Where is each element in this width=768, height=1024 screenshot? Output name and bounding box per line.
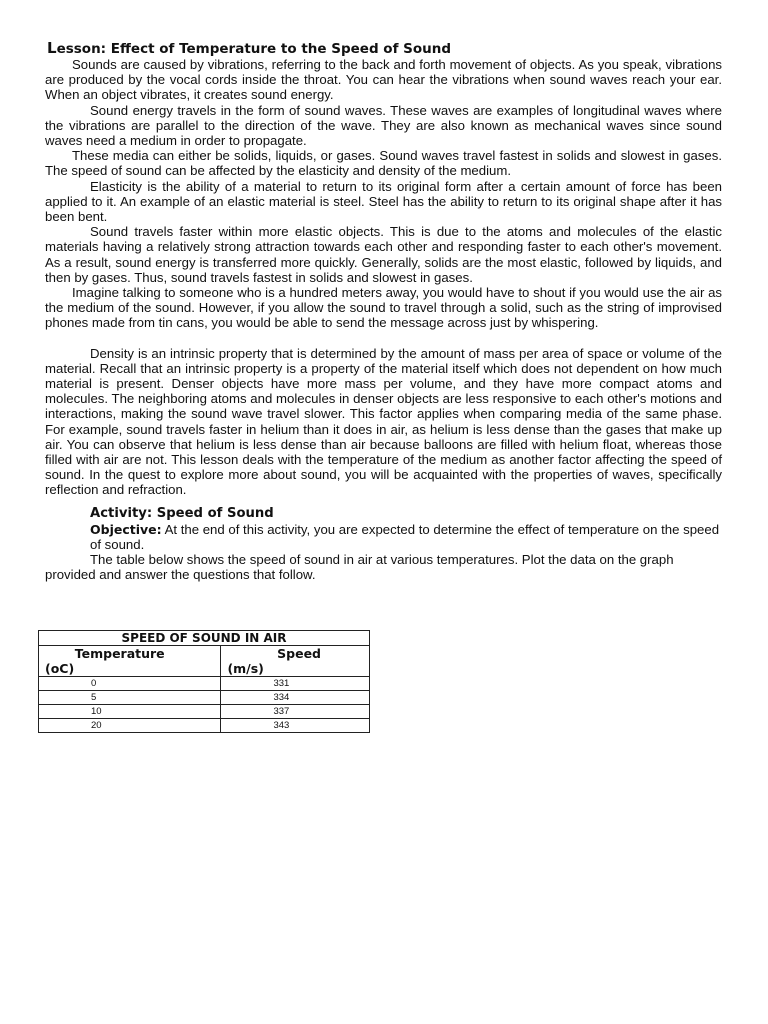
temperature-cell: 20 [39,719,221,733]
temperature-cell: 0 [39,677,221,691]
speed-unit: (m/s) [227,661,264,676]
lesson-title-rest: esson: Effect of Temperature to the Speed of Sound [56,41,452,57]
paragraph-elasticity: Elasticity is the ability of a material to return to its original form after a certain amount of force has been applied to it. An example of an elastic material is steel. Steel has the ability to return to its original shape after it has been bent. [45,178,722,225]
speed-of-sound-table [38,630,370,733]
table-row [39,677,370,691]
table-title: SPEED OF SOUND IN AIR [39,631,370,646]
table-header-row [39,646,370,677]
paragraph-elastic-objects: Sound travels faster within more elastic objects. This is due to the atoms and molecules of the elastic materials having a relatively strong attraction towards each other and responding faster to each other's movement. As a result, sound energy is transferred more quickly. Generally, solids are the most elastic, followed by liquids, and then by gases. Thus, sound travels fastest in solids and slowest in gases. [45,224,722,285]
speed-cell: 331 [221,677,370,691]
paragraph-media: These media can either be solids, liquids, or gases. Sound waves travel fastest in solids and slowest in gases. The speed of sound can be affected by the elasticity and density of the medium. [45,148,722,179]
paragraph-sound-vibrations: Sounds are caused by vibrations, referring to the back and forth movement of objects. As you speak, vibrations are produced by the vocal cords inside the throat. You can hear the vibrations when sound waves reach your ear. When an object vibrates, it creates sound energy. [45,57,722,103]
paragraph-density: Density is an intrinsic property that is determined by the amount of mass per area of space or volume of the material. Recall that an intrinsic property is a property of the material itself which does not dependent on how much material is present. Denser objects have more mass per volume, and they have more compact atoms and molecules. The neighboring atoms and molecules in denser objects are less responsive to each other's motions and interactions, making the sound wave travel slower. This factor applies when comparing media of the same phase. For example, sound travels faster in helium than it does in air, as helium is less dense than the gases that make up air. You can observe that helium is less dense than air because balloons are filled with helium float, whereas those filled with air are not. This lesson deals with the temperature of the medium as another factor affecting the speed of sound. In the quest to explore more about sound, you will be acquainted with the properties of waves, specifically reflection and refraction. [45,345,722,498]
objective-text: At the end of this activity, you are expected to determine the effect of temperature on the speed of sound. [90,521,720,552]
lesson-title [47,40,722,57]
temperature-label: Temperature [74,646,165,661]
table-row [39,705,370,719]
paragraph-sound-waves: Sound energy travels in the form of sound waves. These waves are examples of longitudinal waves where the vibrations are parallel to the direction of the wave. They are also known as mechanical waves since sound waves need a medium in order to propagate. [45,102,722,149]
lesson-title-initial: L [47,39,57,57]
column-header-speed [221,646,370,677]
table-row [39,719,370,733]
table-title-row [39,631,370,646]
paragraph-tin-can-phones: Imagine talking to someone who is a hundred meters away, you would have to shout if you would use the air as the medium of the sound. However, if you allow the sound to travel through a solid, such as the string of improvised phones made from tin cans, you would be able to send the message across just by whispering. [45,285,722,331]
temperature-cell: 10 [39,705,221,719]
speed-cell: 334 [221,691,370,705]
temperature-cell: 5 [39,691,221,705]
activity-instruction: The table below shows the speed of sound in air at various temperatures. Plot the data on the graph provided and answer the questions that follow. [45,552,674,583]
speed-cell: 343 [221,719,370,733]
speed-label: Speed [277,646,321,661]
activity-objective [90,522,722,552]
objective-label: Objective: [90,521,162,537]
speed-cell: 337 [221,705,370,719]
table-row [39,691,370,705]
temperature-unit: (oC) [45,661,75,676]
lesson-content [45,40,722,583]
activity-title: Activity: Speed of Sound [90,505,274,521]
column-header-temperature [39,646,221,677]
